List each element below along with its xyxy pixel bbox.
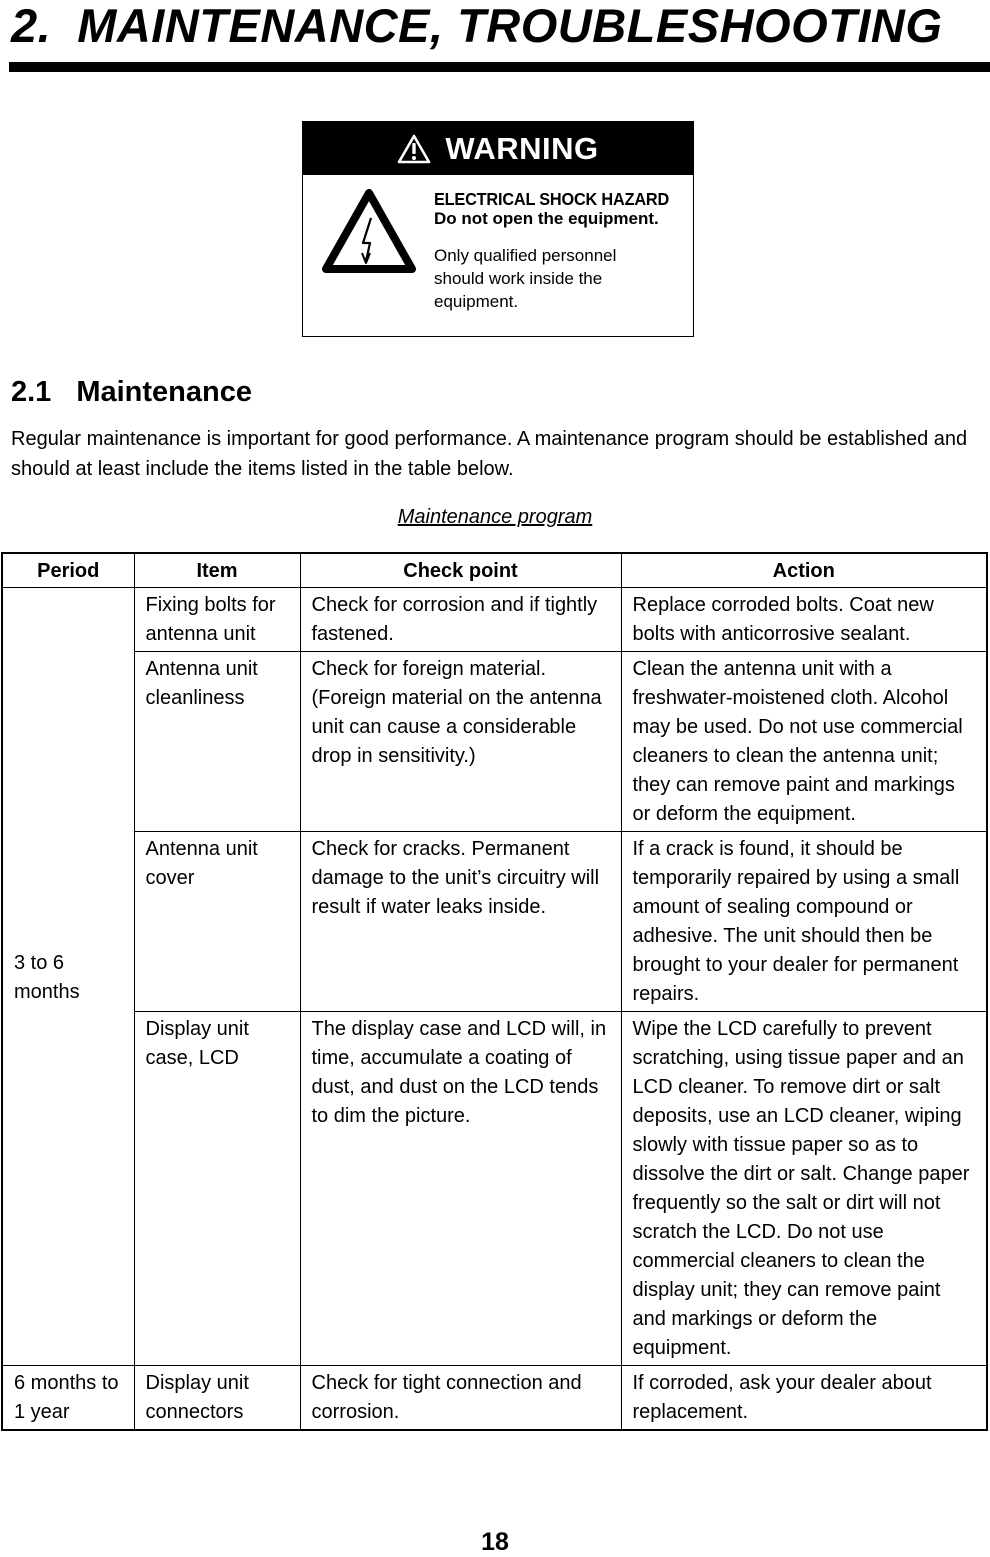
header-check-point: Check point bbox=[300, 553, 621, 588]
item-cell: Display unit case, LCD bbox=[134, 1012, 300, 1366]
check-cell: Check for foreign material. (Foreign material on the antenna unit can cause a considerable drop in sensitivity.) bbox=[300, 652, 621, 832]
check-cell: Check for corrosion and if tightly fastened. bbox=[300, 588, 621, 652]
item-cell: Antenna unit cleanliness bbox=[134, 652, 300, 832]
chapter-title bbox=[11, 0, 942, 54]
table-header-row bbox=[2, 553, 987, 588]
action-cell: If a crack is found, it should be temporarily repaired by using a small amount of sealing compound or adhesive. The unit should then be brought to your dealer for permanent repairs. bbox=[621, 832, 987, 1012]
warning-header bbox=[303, 122, 693, 175]
period-cell: 3 to 6 months bbox=[2, 588, 134, 1366]
table-row bbox=[2, 652, 987, 832]
maintenance-table bbox=[1, 552, 988, 1431]
action-cell: Clean the antenna unit with a freshwater-moistened cloth. Alcohol may be used. Do not use commercial cleaners to clean the antenna unit; they can remove paint and markings or deform the equipment. bbox=[621, 652, 987, 832]
hazard-title: ELECTRICAL SHOCK HAZARD bbox=[434, 189, 670, 209]
chapter-title-text: MAINTENANCE, TROUBLESHOOTING bbox=[77, 0, 943, 52]
table-caption: Maintenance program bbox=[397, 506, 593, 528]
item-cell: Fixing bolts for antenna unit bbox=[134, 588, 300, 652]
title-rule bbox=[9, 62, 990, 72]
section-number: 2.1 bbox=[11, 376, 52, 408]
electric-shock-icon bbox=[322, 189, 416, 275]
warning-box bbox=[302, 121, 694, 337]
action-cell: Replace corroded bolts. Coat new bolts with anticorrosive sealant. bbox=[621, 588, 987, 652]
table-row bbox=[2, 832, 987, 1012]
page-number: 18 bbox=[481, 1528, 509, 1556]
check-cell: Check for tight connection and corrosion. bbox=[300, 1366, 621, 1431]
table-row bbox=[2, 1012, 987, 1366]
section-title-text: Maintenance bbox=[76, 376, 252, 408]
warning-label: WARNING bbox=[445, 130, 599, 166]
period-cell: 6 months to 1 year bbox=[2, 1366, 134, 1431]
warning-text bbox=[434, 190, 696, 313]
header-item: Item bbox=[134, 553, 300, 588]
item-cell: Display unit connectors bbox=[134, 1366, 300, 1431]
chapter-number: 2. bbox=[11, 0, 52, 52]
action-cell: Wipe the LCD carefully to prevent scratching, using tissue paper and an LCD cleaner. To remove dirt or salt deposits, use an LCD cleaner, wiping slowly with tissue paper so as to dissolve the dirt or salt. Change paper frequently so the salt or dirt will not scratch the LCD. Do not use commercial cleaners to clean the display unit; they can remove paint and markings or deform the equipment. bbox=[621, 1012, 987, 1366]
hazard-subtitle: Do not open the equipment. bbox=[434, 209, 659, 228]
section-title bbox=[11, 374, 252, 410]
intro-paragraph: Regular maintenance is important for good performance. A maintenance program should be established and should at least include the items listed in the table below. bbox=[11, 428, 968, 480]
warning-triangle-icon bbox=[397, 133, 431, 164]
table-row bbox=[2, 588, 987, 652]
item-cell: Antenna unit cover bbox=[134, 832, 300, 1012]
header-period: Period bbox=[2, 553, 134, 588]
hazard-note: Only qualified personnel should work inside the equipment. bbox=[434, 246, 617, 311]
check-cell: The display case and LCD will, in time, accumulate a coating of dust, and dust on the LCD tends to dim the picture. bbox=[300, 1012, 621, 1366]
check-cell: Check for cracks. Permanent damage to the unit’s circuitry will result if water leaks inside. bbox=[300, 832, 621, 1012]
header-action: Action bbox=[621, 553, 987, 588]
action-cell: If corroded, ask your dealer about replacement. bbox=[621, 1366, 987, 1431]
table-row bbox=[2, 1366, 987, 1431]
